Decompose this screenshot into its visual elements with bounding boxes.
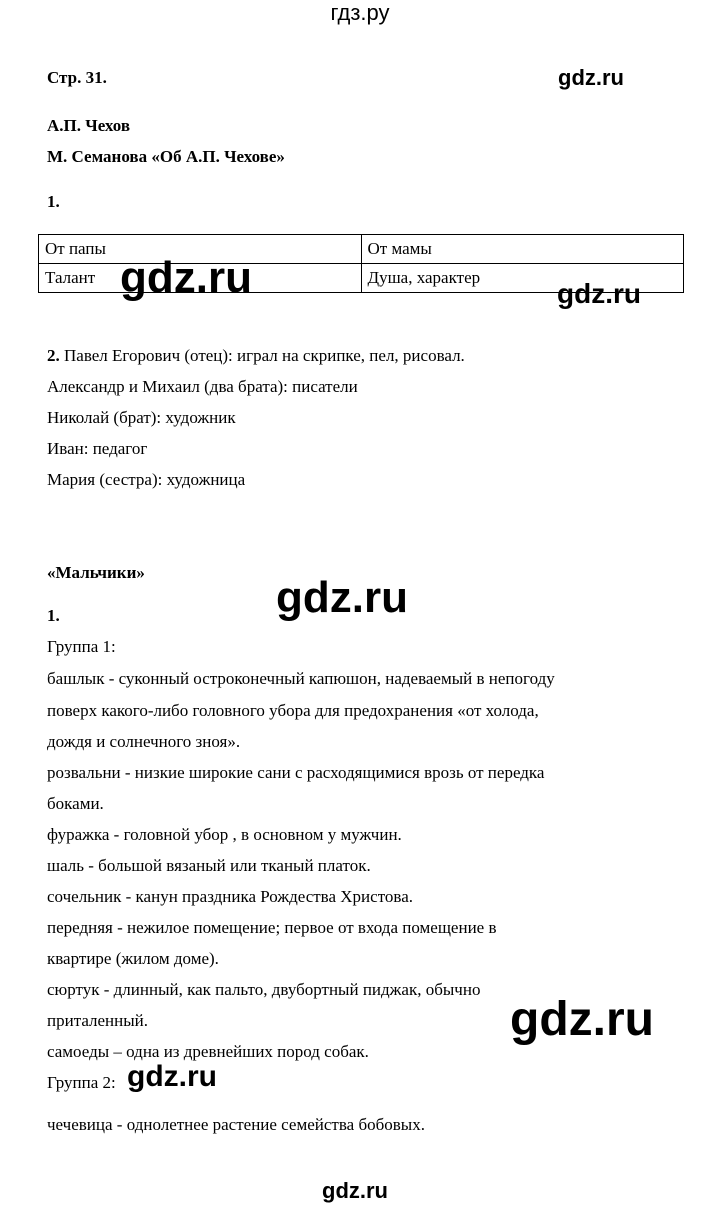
watermark: gdz.ru (276, 573, 408, 622)
watermark: gdz.ru (557, 278, 641, 309)
task-number: 1. (47, 606, 60, 625)
table-cell: Талант (39, 264, 362, 293)
vocab-line: передняя - нежилое помещение; первое от входа помещение в (47, 918, 497, 937)
watermark: gdz.ru (558, 65, 624, 90)
section-author: А.П. Чехов (47, 116, 131, 135)
table-cell: Душа, характер (361, 264, 684, 293)
vocab-line: сюртук - длинный, как пальто, двубортный пиджак, обычно (47, 980, 481, 999)
table-cell: От папы (39, 235, 362, 264)
family-text: Павел Егорович (отец): играл на скрипке, пел, рисовал. (59, 346, 465, 365)
task-number: 1. (47, 192, 60, 211)
family-line (47, 346, 465, 366)
watermark: gdz.ru (120, 253, 252, 302)
task-number: 2. (47, 346, 60, 365)
vocab-line: боками. (47, 794, 104, 813)
vocab-line: Группа 1: (47, 637, 116, 656)
section-title: «Мальчики» (47, 563, 145, 582)
family-line: Николай (брат): художник (47, 408, 236, 427)
family-line: Иван: педагог (47, 439, 148, 458)
vocab-line: сочельник - канун праздника Рождества Христова. (47, 887, 414, 906)
page-number: Стр. 31. (47, 68, 107, 87)
vocab-line: дождя и солнечного зноя». (47, 732, 241, 751)
vocab-line: квартире (жилом доме). (47, 949, 219, 968)
vocab-line: чечевица - однолетнее растение семейства бобовых. (47, 1115, 425, 1134)
vocab-line: фуражка - головной убор , в основном у мужчин. (47, 825, 402, 844)
watermark-top: гдз.ру (330, 0, 390, 25)
section-title: М. Семанова «Об А.П. Чехове» (47, 147, 285, 166)
family-line: Александр и Михаил (два брата): писатели (47, 377, 358, 396)
vocab-line: Группа 2: (47, 1073, 116, 1092)
vocab-line: башлык - суконный остроконечный капюшон, надеваемый в непогоду (47, 669, 555, 688)
family-line: Мария (сестра): художница (47, 470, 246, 489)
table-cell: От мамы (361, 235, 684, 264)
vocab-line: розвальни - низкие широкие сани с расходящимися врозь от передка (47, 763, 545, 782)
vocab-line: поверх какого-либо головного убора для предохранения «от холода, (47, 701, 539, 720)
watermark: gdz.ru (127, 1060, 217, 1093)
watermark: gdz.ru (510, 993, 654, 1046)
vocab-line: самоеды – одна из древнейших пород собак. (47, 1042, 369, 1061)
vocab-line: шаль - большой вязаный или тканый платок. (47, 856, 371, 875)
watermark: gdz.ru (322, 1178, 388, 1203)
vocab-line: приталенный. (47, 1011, 149, 1030)
